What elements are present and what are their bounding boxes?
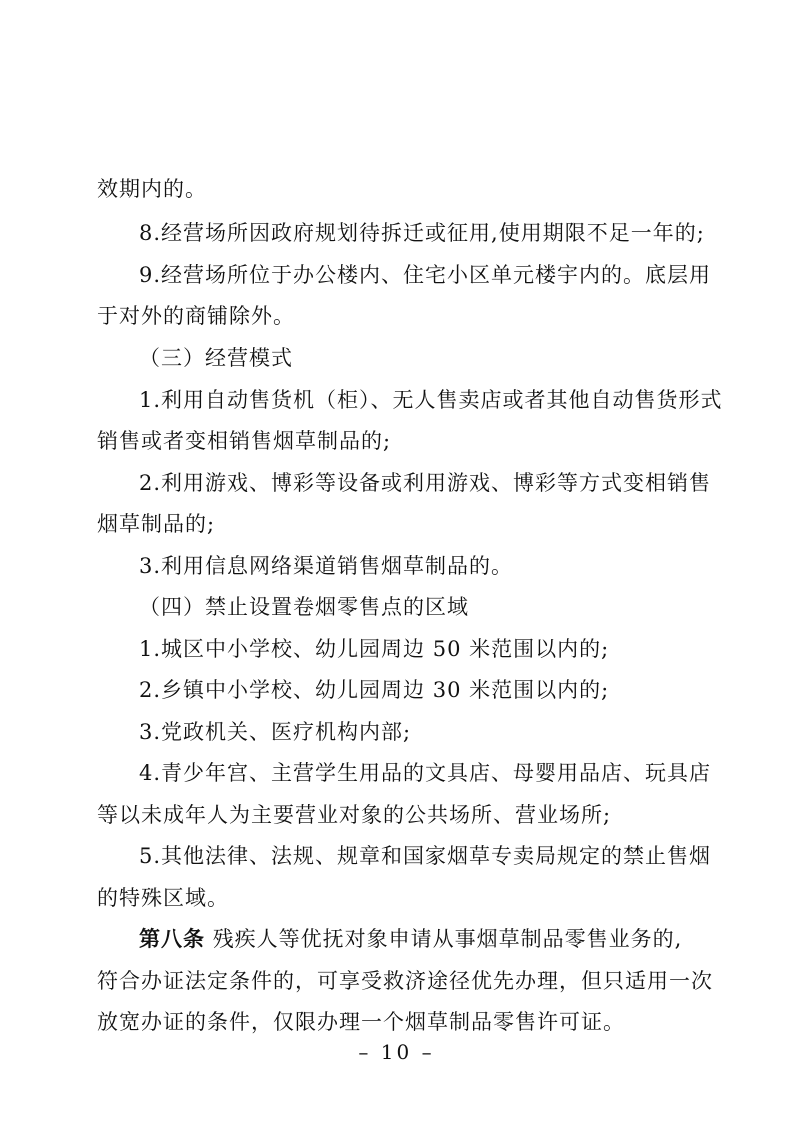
article-heading: 第八条 xyxy=(139,926,205,951)
article-text: 残疾人等优抚对象申请从事烟草制品零售业务的, xyxy=(212,927,683,951)
list-item: 3.党政机关、医疗机构内部; xyxy=(139,720,412,744)
page-number: – 10 – xyxy=(358,1040,435,1064)
text-line: 等以未成年人为主要营业对象的公共场所、营业场所; xyxy=(97,803,612,827)
list-item: 4.青少年宫、主营学生用品的文具店、母婴用品店、玩具店 xyxy=(139,761,712,785)
list-item: 5.其他法律、法规、规章和国家烟草专卖局规定的禁止售烟 xyxy=(139,844,712,868)
list-item: 2.利用游戏、博彩等设备或利用游戏、博彩等方式变相销售 xyxy=(139,471,712,495)
list-item: 1.城区中小学校、幼儿园周边 50 米范围以内的; xyxy=(139,637,610,661)
text-line: 于对外的商铺除外。 xyxy=(97,304,295,328)
text-line: 效期内的。 xyxy=(97,177,207,201)
article-8-line xyxy=(139,926,682,952)
text-line: 放宽办证的条件，仅限办理一个烟草制品零售许可证。 xyxy=(97,1010,625,1034)
list-item: 1.利用自动售货机（柜）、无人售卖店或者其他自动售货形式 xyxy=(139,388,723,412)
list-item: 2.乡镇中小学校、幼儿园周边 30 米范围以内的; xyxy=(139,678,610,702)
text-line: 的特殊区域。 xyxy=(97,886,229,910)
section-heading: （三）经营模式 xyxy=(139,346,293,370)
list-item: 8.经营场所因政府规划待拆迁或征用,使用期限不足一年的; xyxy=(139,221,705,245)
text-line: 烟草制品的; xyxy=(97,512,216,536)
list-item: 9.经营场所位于办公楼内、住宅小区单元楼宇内的。底层用 xyxy=(139,263,712,287)
list-item: 3.利用信息网络渠道销售烟草制品的。 xyxy=(139,554,514,578)
text-line: 符合办证法定条件的，可享受救济途径优先办理，但只适用一次 xyxy=(97,969,713,993)
text-line: 销售或者变相销售烟草制品的; xyxy=(97,429,392,453)
section-heading: （四）禁止设置卷烟零售点的区域 xyxy=(139,595,469,619)
